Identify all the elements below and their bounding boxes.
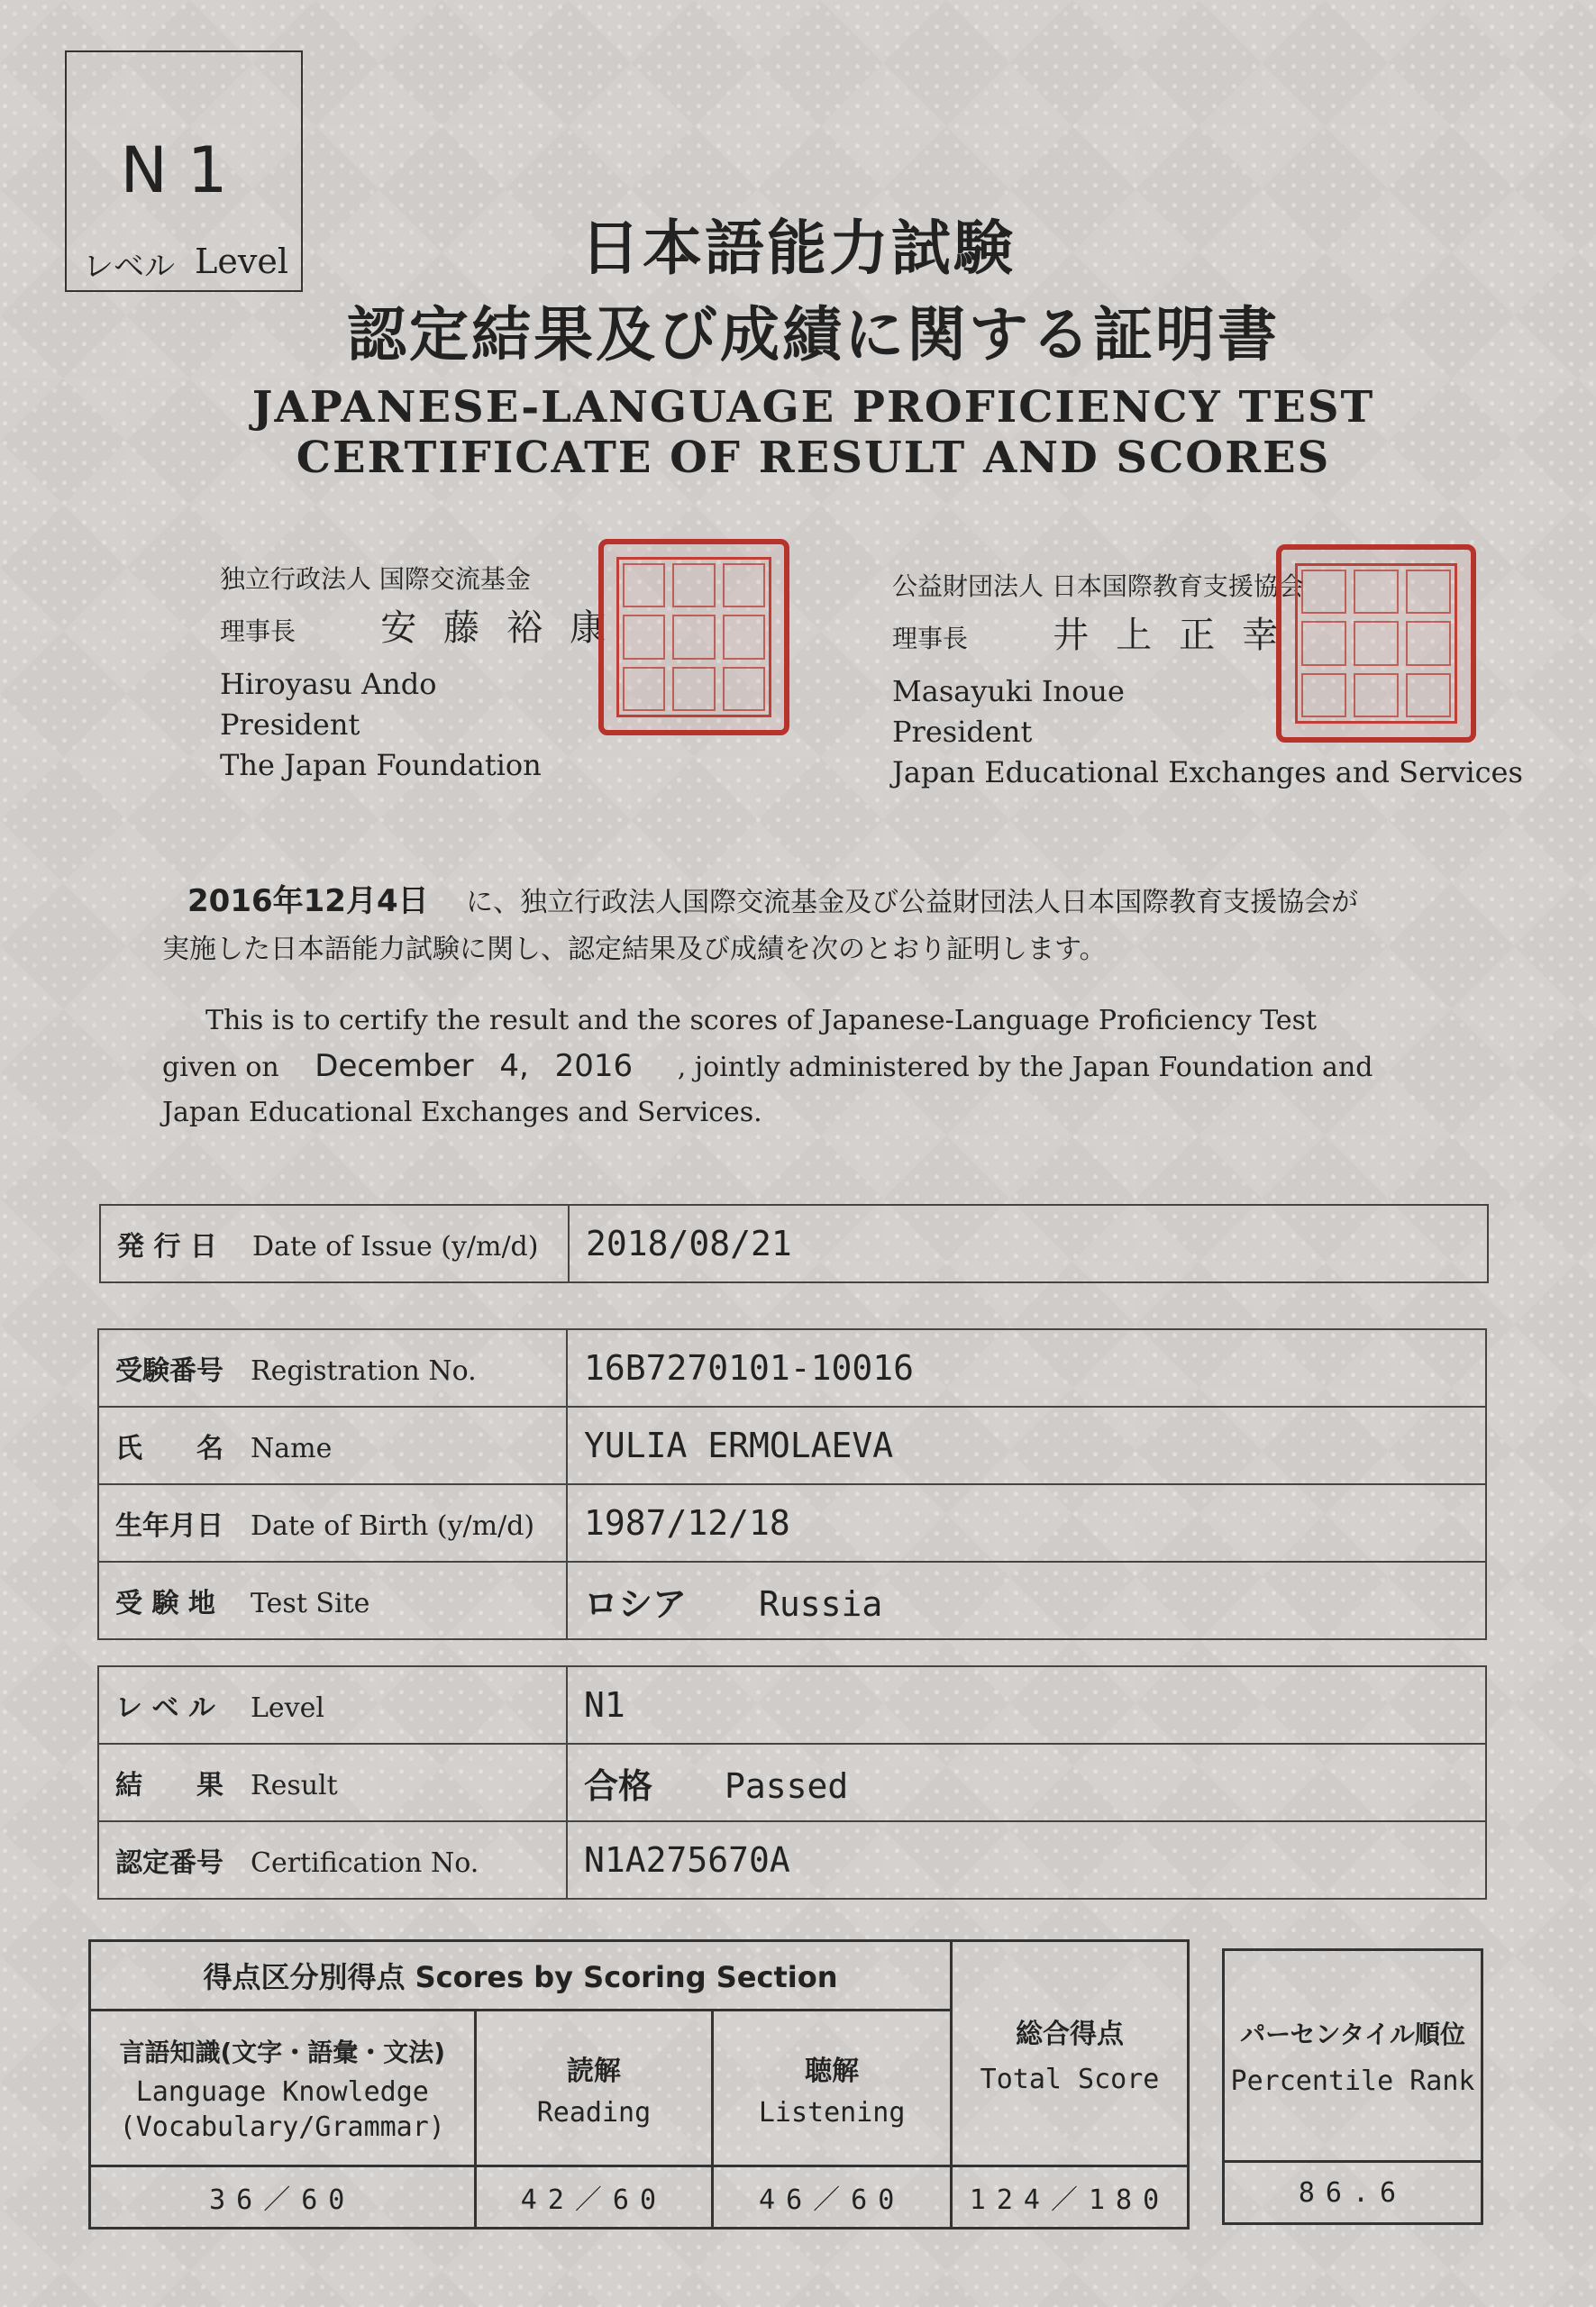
cert-row [98, 1821, 1486, 1899]
cert-label [98, 1821, 567, 1899]
registration-label-en: Registration No. [251, 1355, 477, 1387]
language-knowledge-header-en2: (Vocabulary/Grammar) [119, 2111, 445, 2143]
total-score-header-jp: 総合得点 [1015, 2019, 1124, 2050]
language-knowledge-header [90, 2011, 476, 2166]
reading-header-jp: 読解 [566, 2055, 621, 2087]
name-label-jp: 氏 名 [115, 1433, 223, 1464]
issue-table [99, 1204, 1489, 1283]
reading-header [475, 2011, 713, 2166]
statement-en [162, 998, 1478, 1135]
seal-left-stamp [598, 539, 789, 735]
site-value-jp: ロシア [584, 1583, 688, 1624]
signatory-right-title-jp: 理事長 [892, 624, 969, 653]
site-label-en: Test Site [251, 1588, 370, 1619]
statement-en-line1: This is to certify the result and the scores of Japanese-Language Proficiency Test [205, 1005, 1318, 1036]
statement-jp [162, 878, 1478, 973]
signatory-left-org-jp: 独立行政法人 国際交流基金 [220, 564, 531, 594]
result-value-en: Passed [725, 1765, 849, 1806]
cert-label-en: Certification No. [251, 1847, 479, 1879]
statement-en-line2: , jointly administered by the Japan Foundation and [677, 1052, 1373, 1083]
percentile-table [1222, 1948, 1483, 2225]
title-jp-line2: 認定結果及び成績に関する証明書 [347, 300, 1280, 369]
dob-value: 1987/12/18 [567, 1484, 1486, 1562]
percentile-header-en: Percentile Rank [1230, 2065, 1475, 2097]
percentile-header-jp: パーセンタイル順位 [1240, 2019, 1465, 2049]
level-row [98, 1666, 1486, 1744]
result-label-jp: 結 果 [115, 1770, 223, 1801]
language-knowledge-score: 36／60 [90, 2166, 476, 2229]
registration-label [98, 1329, 567, 1407]
dob-label-jp: 生年月日 [115, 1510, 223, 1542]
listening-header-en: Listening [758, 2096, 906, 2129]
level-label-jp: レ ベ ル [115, 1692, 215, 1724]
name-label-en: Name [251, 1433, 333, 1464]
result-label [98, 1744, 567, 1821]
listening-score: 46／60 [713, 2166, 952, 2229]
site-row [98, 1562, 1486, 1639]
statement-en-date: December 4, 2016 [315, 1048, 634, 1084]
result-value-jp: 合格 [584, 1765, 653, 1806]
cert-label-jp: 認定番号 [115, 1847, 223, 1879]
result-label-en: Result [251, 1770, 338, 1801]
reading-header-en: Reading [536, 2096, 652, 2129]
total-score-header [951, 1941, 1188, 2166]
title-en-line1: JAPANESE-LANGUAGE PROFICIENCY TEST [251, 382, 1375, 433]
name-row [98, 1407, 1486, 1484]
issue-label-en: Date of Issue (y/m/d) [252, 1231, 539, 1263]
signatory-right-org-jp: 公益財団法人 日本国際教育支援協会 [892, 571, 1304, 601]
statement-en-line3: Japan Educational Exchanges and Services. [162, 1097, 762, 1128]
signatory-right-title-en: President [892, 715, 1033, 749]
dob-row [98, 1484, 1486, 1562]
signatory-left-name-jp: 安藤裕康 [380, 607, 634, 649]
signatory-right-name-jp: 井上正幸 [1053, 615, 1306, 656]
statement-jp-date: 2016年12月4日 [187, 883, 429, 919]
reading-score: 42／60 [475, 2166, 713, 2229]
listening-header [713, 2011, 952, 2166]
percentile-header [1224, 1950, 1482, 2162]
signatory-left-name-en: Hiroyasu Ando [220, 667, 437, 701]
dob-label-en: Date of Birth (y/m/d) [251, 1510, 535, 1542]
name-value: YULIA ERMOLAEVA [567, 1407, 1486, 1484]
result-row [98, 1744, 1486, 1821]
percentile-value: 86.6 [1224, 2162, 1482, 2224]
level-label-en: Level [251, 1692, 324, 1724]
site-label [98, 1562, 567, 1639]
signatory-right-org-en: Japan Educational Exchanges and Services [892, 755, 1523, 789]
statement-jp-line2: 実施した日本語能力試験に関し、認定結果及び成績を次のとおり証明します。 [162, 934, 1107, 965]
level-box-value: N1 [120, 133, 248, 207]
total-score-header-en: Total Score [980, 2064, 1160, 2095]
scores-table [88, 1939, 1190, 2229]
signatory-left [220, 559, 633, 786]
issue-value: 2018/08/21 [569, 1205, 1488, 1282]
issue-row [100, 1205, 1488, 1282]
result-value [567, 1744, 1486, 1821]
issue-label [100, 1205, 569, 1282]
title-en-line2: CERTIFICATE OF RESULT AND SCORES [296, 433, 1331, 483]
site-value-en: Russia [759, 1583, 883, 1624]
scores-section-header: 得点区分別得点 Scores by Scoring Section [90, 1941, 952, 2011]
level-value: N1 [567, 1666, 1486, 1744]
site-label-jp: 受 験 地 [115, 1588, 215, 1619]
level-label [98, 1666, 567, 1744]
registration-label-jp: 受験番号 [115, 1355, 223, 1387]
registration-value: 16B7270101-10016 [567, 1329, 1486, 1407]
total-score: 124／180 [951, 2166, 1188, 2229]
level-box-label-en: Level [195, 242, 288, 281]
personal-table [97, 1328, 1487, 1640]
signatory-left-title-en: President [220, 707, 360, 742]
signatory-left-title-jp: 理事長 [220, 616, 296, 646]
seal-right-stamp [1276, 544, 1476, 743]
title-jp-line1: 日本語能力試験 [580, 214, 1016, 283]
cert-value: N1A275670A [567, 1821, 1486, 1899]
language-knowledge-header-jp: 言語知識(文字・語彙・文法) [119, 2038, 446, 2067]
name-label [98, 1407, 567, 1484]
level-box-label-jp: レベル [83, 249, 175, 285]
statement-jp-line1: に、独立行政法人国際交流基金及び公益財団法人日本国際教育支援協会が [466, 887, 1359, 918]
listening-header-jp: 聴解 [805, 2055, 860, 2087]
dob-label [98, 1484, 567, 1562]
statement-en-given-on: given on [162, 1052, 279, 1083]
language-knowledge-header-en1: Language Knowledge [135, 2076, 429, 2108]
signatory-left-org-en: The Japan Foundation [220, 748, 542, 782]
registration-row [98, 1329, 1486, 1407]
signatory-right-name-en: Masayuki Inoue [892, 674, 1125, 708]
issue-label-jp: 発 行 日 [117, 1231, 217, 1263]
site-value [567, 1562, 1486, 1639]
result-table [97, 1665, 1487, 1900]
